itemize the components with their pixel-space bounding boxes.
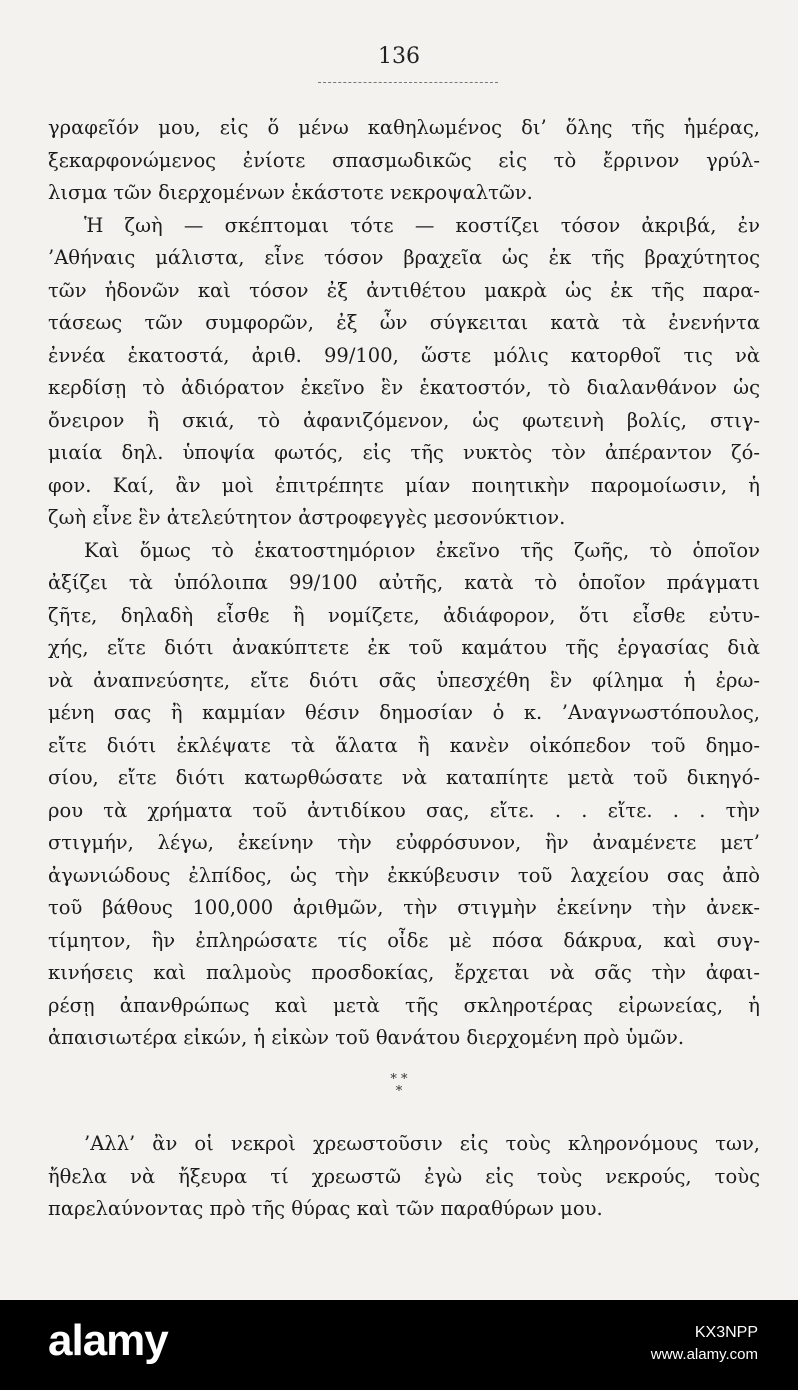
text-line: λισμα τῶν διερχομένων ἑκάστοτε νεκροψαλτῶν. — [48, 181, 533, 204]
alamy-logo: alamy — [48, 1316, 168, 1365]
body-text-closing — [48, 1128, 760, 1226]
text-line: μένη σας ἢ καμμίαν θέσιν δημοσίαν ὁ κ. ’Αναγνωστόπουλος, — [48, 701, 760, 724]
text-line: ’Αλλ’ ἂν οἱ νεκροὶ χρεωστοῦσιν εἰς τοὺς κληρονόμους των, — [84, 1132, 760, 1155]
text-line: παρελαύνοντας πρὸ τῆς θύρας καὶ τῶν παραθύρων μου. — [48, 1197, 603, 1220]
text-line: χής, εἴτε διότι ἀνακύπτετε ἐκ τοῦ καμάτου τῆς ἐργασίας διὰ — [48, 636, 760, 659]
text-line: νὰ ἀναπνεύσητε, εἴτε διότι σᾶς ὑπεσχέθη ἓν φίλημα ἡ ἐρω- — [48, 668, 760, 692]
text-line: ἤθελα νὰ ἤξευρα τί χρεωστῶ ἐγὼ εἰς τοὺς νεκρούς, τοὺς — [48, 1164, 760, 1188]
text-line: κερδίσῃ τὸ ἀδιόρατον ἐκεῖνο ἓν ἑκατοστόν, τὸ διαλανθάνον ὡς — [48, 376, 760, 399]
header-rule — [318, 82, 498, 83]
image-id: KX3NPP — [694, 1324, 758, 1341]
text-line: ρου τὰ χρήματα τοῦ ἀντιδίκου σας, εἴτε. . . εἴτε. . . τὴν — [48, 798, 760, 822]
text-line: στιγμήν, λέγω, ἐκείνην τὴν εὐφρόσυνον, ἣν ἀναμένετε μετ’ — [48, 831, 760, 854]
text-line: φον. Καί, ἂν μοὶ ἐπιτρέπητε μίαν ποιητικὴν παρομοίωσιν, ἡ — [48, 473, 760, 497]
body-text-main — [48, 112, 760, 1055]
asterism-top: * * — [390, 1072, 408, 1087]
text-line: ζῆτε, δηλαδὴ εἶσθε ἢ νομίζετε, ἀδιάφορον, ὅτι εἶσθε εὐτυ- — [48, 603, 760, 627]
text-line: ξεκαρφονώμενος ἐνίοτε σπασμωδικῶς εἰς τὸ ἔρρινον γρύλ- — [48, 148, 760, 172]
text-line: τίμητον, ἣν ἐπληρώσατε τίς οἶδε μὲ πόσα δάκρυα, καὶ συγ- — [48, 928, 760, 952]
text-line: ἀπαισιωτέρα εἰκών, ἡ εἰκὼν τοῦ θανάτου διερχομένη πρὸ ὑμῶν. — [48, 1026, 685, 1049]
asterism — [0, 1074, 798, 1098]
watermark-footer — [0, 1300, 798, 1390]
text-line: σίου, εἴτε διότι κατωρθώσατε νὰ καταπίητε μετὰ τοῦ δικηγό- — [48, 766, 760, 789]
footer-url: www.alamy.com — [650, 1346, 758, 1363]
page-number: 136 — [378, 44, 420, 69]
text-line: τῶν ἡδονῶν καὶ τόσον ἐξ ἀντιθέτου μακρὰ ὡς ἐκ τῆς παρα- — [48, 278, 760, 302]
text-line: τοῦ βάθους 100,000 ἀριθμῶν, τὴν στιγμὴν ἐκείνην τὴν ἀνεκ- — [48, 896, 760, 919]
footer-meta — [651, 1322, 758, 1366]
text-line: ἐννέα ἑκατοστά, ἀριθ. 99/100, ὥστε μόλις κατορθοῖ τις νὰ — [48, 343, 760, 367]
text-line: ἀξίζει τὰ ὑπόλοιπα 99/100 αὐτῆς, κατὰ τὸ ὁποῖον πράγματι — [48, 571, 760, 594]
text-line: εἴτε διότι ἐκλέψατε τὰ ἅλατα ἢ κανὲν οἰκόπεδον τοῦ δημο- — [48, 733, 760, 757]
text-line: μιαία δηλ. ὑποψία φωτός, εἰς τῆς νυκτὸς τὸν ἀπέραντον ζό- — [48, 441, 760, 464]
text-line: κινήσεις καὶ παλμοὺς προσδοκίας, ἔρχεται νὰ σᾶς τὴν ἀφαι- — [48, 961, 760, 984]
text-line: τάσεως τῶν συμφορῶν, ἐξ ὧν σύγκειται κατὰ τὰ ἐνενήντα — [48, 311, 760, 334]
text-line: ἀγωνιώδους ἐλπίδος, ὡς τὴν ἐκκύβευσιν τοῦ λαχείου σας ἀπὸ — [48, 863, 760, 887]
text-line: ζωὴ εἶνε ἓν ἀτελεύτητον ἀστροφεγγὲς μεσονύκτιον. — [48, 506, 566, 529]
text-line: ’Αθήναις μάλιστα, εἶνε τόσον βραχεῖα ὡς ἐκ τῆς βραχύτητος — [48, 246, 760, 269]
asterism-bottom: * — [395, 1084, 403, 1099]
text-line: Καὶ ὅμως τὸ ἑκατοστημόριον ἐκεῖνο τῆς ζωῆς, τὸ ὁποῖον — [84, 538, 760, 562]
text-line: Ἡ ζωὴ — σκέπτομαι τότε — κοστίζει τόσον ἀκριβά, ἐν — [84, 213, 760, 237]
text-line: ὄνειρον ἢ σκιά, τὸ ἀφανιζόμενον, ὡς φωτεινὴ βολίς, στιγ- — [48, 408, 760, 432]
text-line: ρέσῃ ἀπανθρώπως καὶ μετὰ τῆς σκληροτέρας εἰρωνείας, ἡ — [48, 993, 760, 1017]
text-line: γραφεῖόν μου, εἰς ὅ μένω καθηλωμένος δι’ ὅλης τῆς ἡμέρας, — [48, 116, 760, 139]
